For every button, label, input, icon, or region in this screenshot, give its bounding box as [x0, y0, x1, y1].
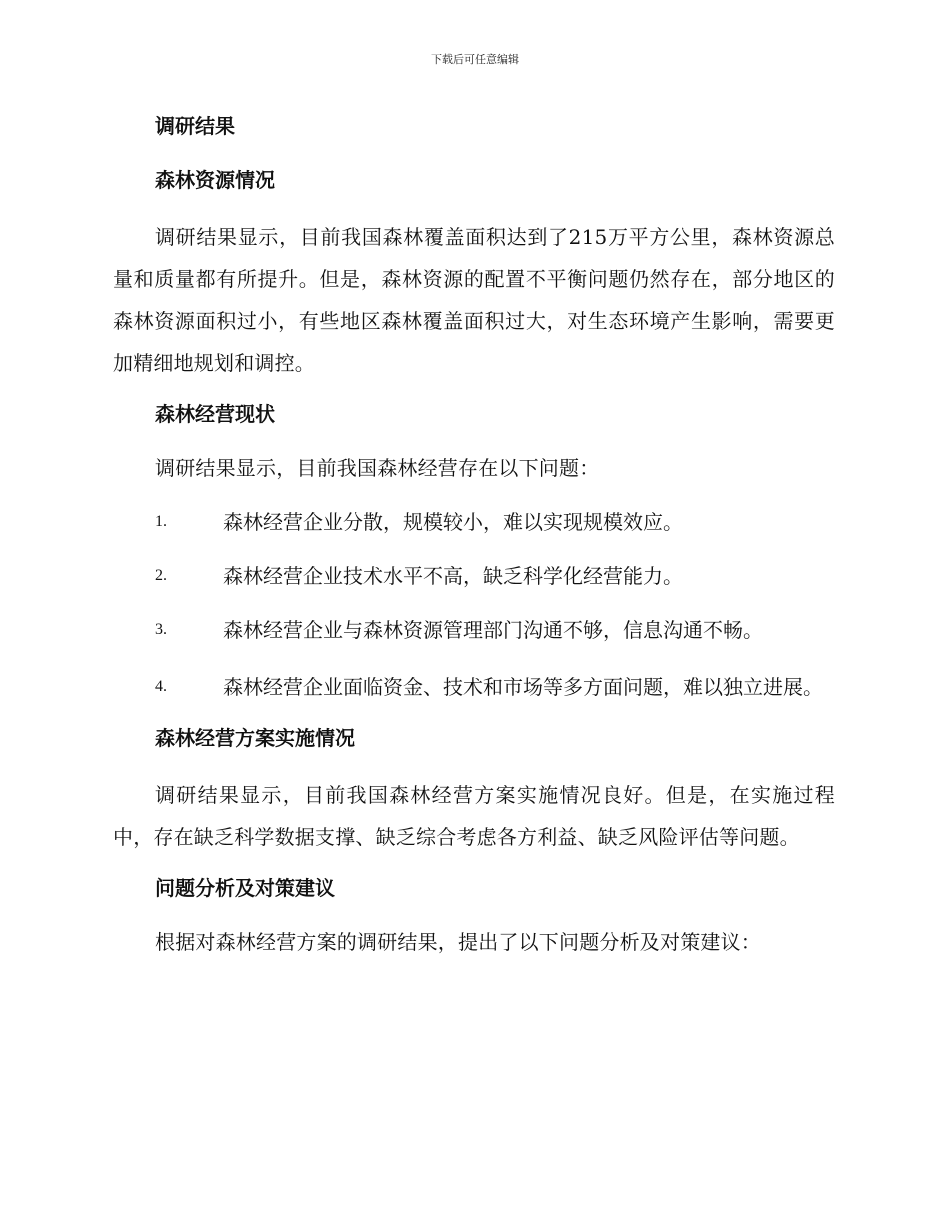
list-item-number: 4.	[155, 678, 167, 695]
section-heading-forest-resources: 森林资源情况	[155, 168, 275, 192]
list-item-text: 森林经营企业技术水平不高，缺乏科学化经营能力。	[223, 564, 683, 588]
paragraph-forest-resources: 调研结果显示，目前我国森林覆盖面积达到了215万平方公里，森林资源总量和质量都有所提升。但是，森林资源的配置不平衡问题仍然存在，部分地区的森林资源面积过小，有些地区森林覆盖面积过大，对生态环境产生影响，需要更加精细地规划和调控。	[113, 225, 835, 375]
list-item	[113, 504, 835, 540]
paragraph-analysis: 根据对森林经营方案的调研结果，提出了以下问题分析及对策建议：	[155, 930, 761, 954]
list-item-number: 3.	[155, 621, 167, 638]
document-body	[113, 108, 835, 978]
list-item	[113, 558, 835, 594]
list-item	[113, 612, 835, 648]
list-item-number: 2.	[155, 567, 167, 584]
paragraph-forest-management-intro: 调研结果显示，目前我国森林经营存在以下问题：	[155, 456, 600, 480]
list-item-text: 森林经营企业与森林资源管理部门沟通不够，信息沟通不畅。	[223, 618, 763, 642]
list-item-number: 1.	[155, 513, 167, 530]
section-heading-analysis: 问题分析及对策建议	[155, 876, 335, 900]
paragraph-plan-implementation: 调研结果显示，目前我国森林经营方案实施情况良好。但是，在实施过程中，存在缺乏科学数据支撑、缺乏综合考虑各方利益、缺乏风险评估等问题。	[113, 783, 835, 849]
list-item-text: 森林经营企业分散，规模较小，难以实现规模效应。	[223, 510, 683, 534]
list-item-text: 森林经营企业面临资金、技术和市场等多方面问题，难以独立进展。	[223, 675, 823, 699]
section-heading-forest-management: 森林经营现状	[155, 402, 275, 426]
section-heading-results: 调研结果	[155, 114, 235, 138]
section-heading-plan-implementation: 森林经营方案实施情况	[155, 726, 355, 750]
page-header: 下载后可任意编辑	[431, 53, 519, 66]
list-item	[113, 666, 835, 708]
